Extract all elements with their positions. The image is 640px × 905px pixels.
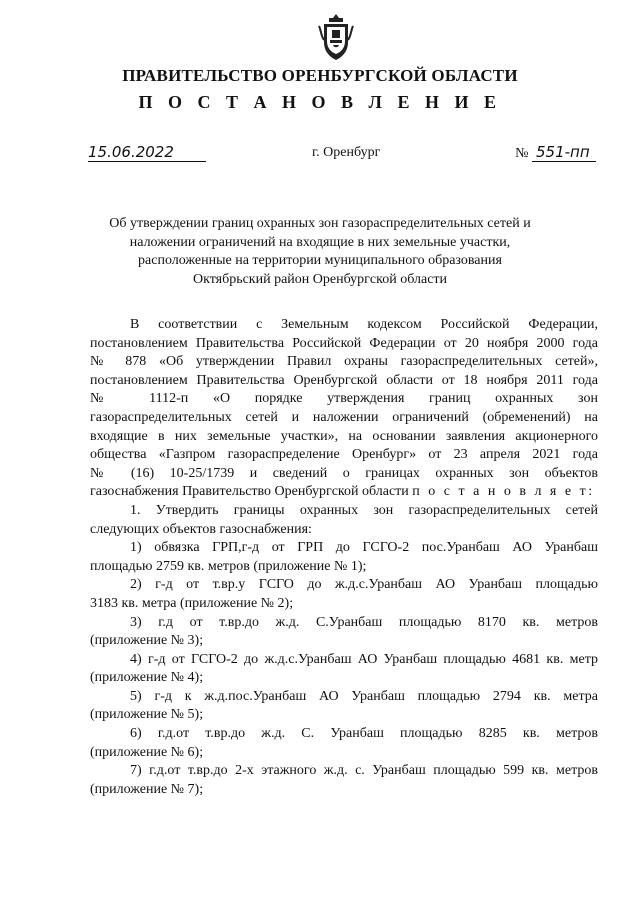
government-name: ПРАВИТЕЛЬСТВО ОРЕНБУРГСКОЙ ОБЛАСТИ [122, 66, 518, 85]
preamble-line: газораспределительных сетей и наложении ограничений (обременений) на [90, 409, 598, 425]
subitem-line: 7) г.д.от т.вр.до 2-х этажного ж.д. с. Уранбаш площадью 599 кв. метров [130, 763, 598, 779]
subitem-line: 3) г.д от т.вр.до ж.д. С.Уранбаш площадью 8170 кв. метров [130, 614, 598, 630]
item-1-line: 1. Утвердить границы охранных зон газораспределительных сетей [130, 502, 598, 518]
preamble-line: № (16) 10-25/1739 и сведений о границах охранных зон объектов [90, 465, 598, 481]
subject-line: наложении ограничений на входящие в них земельные участки, [129, 234, 511, 250]
document-type: П О С Т А Н О В Л Е Н И Е [138, 92, 502, 112]
document-subject [60, 215, 580, 289]
resolves-text: п о с т а н о в л я е т: [412, 484, 595, 500]
number-value: 551-пп [532, 143, 596, 162]
document-date: 15.06.2022 [88, 143, 206, 162]
subitem-line: (приложение № 4); [90, 670, 204, 686]
subitem-line: 2) г-д от т.вр.у ГСГО до ж.д.с.Уранбаш АО Уранбаш площадью [130, 577, 598, 593]
preamble-line: общества «Газпром газораспределение Оренбург» от 23 апреля 2021 года [90, 447, 598, 463]
preamble-line: № 878 «Об утверждении Правил охраны газораспределительных сетей», [90, 354, 598, 370]
preamble-line: постановлением Правительства Оренбургской области от 18 ноября 2011 года [90, 372, 598, 388]
preamble-line: входящие в них земельные участки», на основании заявления акционерного [90, 428, 598, 444]
subitem-line: (приложение № 6); [90, 744, 204, 760]
preamble-line: № 1112-п «О порядке утверждения границ охранных зон [90, 391, 598, 407]
item-1-line: следующих объектов газоснабжения: [90, 521, 312, 537]
subject-line: расположенные на территории муниципального образования [138, 253, 502, 268]
subitem-line: 6) г.д.от т.вр.до ж.д. С. Уранбаш площадью 8285 кв. метров [130, 726, 598, 742]
subitem-line: 3183 кв. метра (приложение № 2); [90, 595, 294, 611]
document-city: г. Оренбург [312, 145, 381, 160]
subitem-line: 1) обвязка ГРП,г-д от ГРП до ГСГО-2 пос.Уранбаш АО Уранбаш [130, 540, 598, 556]
subitem-line: (приложение № 5); [90, 707, 204, 723]
subject-line: Об утверждении границ охранных зон газораспределительных сетей и [109, 216, 531, 231]
number-sign: № [515, 146, 529, 161]
document-meta [88, 143, 596, 167]
subject-line: Октябрьский район Оренбургской области [192, 271, 448, 287]
preamble-line: постановлением Правительства Российской Федерации от 20 ноября 2000 года [90, 335, 598, 351]
preamble-last-line [90, 483, 598, 502]
subitem-line: (приложение № 7); [90, 781, 204, 797]
subitem-line: (приложение № 3); [90, 633, 204, 649]
coat-of-arms-icon [316, 12, 356, 62]
subitem-line: 4) г-д от ГСГО-2 до ж.д.с.Уранбаш АО Уранбаш площадью 4681 кв. метр [130, 651, 598, 667]
preamble-last-text: газоснабжения Правительство Оренбургской области [90, 484, 409, 500]
document-body [90, 316, 598, 799]
subitem-line: 5) г-д к ж.д.пос.Уранбаш АО Уранбаш площадью 2794 кв. метра [130, 688, 598, 704]
preamble-line: В соответствии с Земельным кодексом Российской Федерации, [130, 317, 598, 332]
subitem-line: площадью 2759 кв. метров (приложение № 1); [90, 558, 367, 574]
document-number [515, 143, 596, 162]
